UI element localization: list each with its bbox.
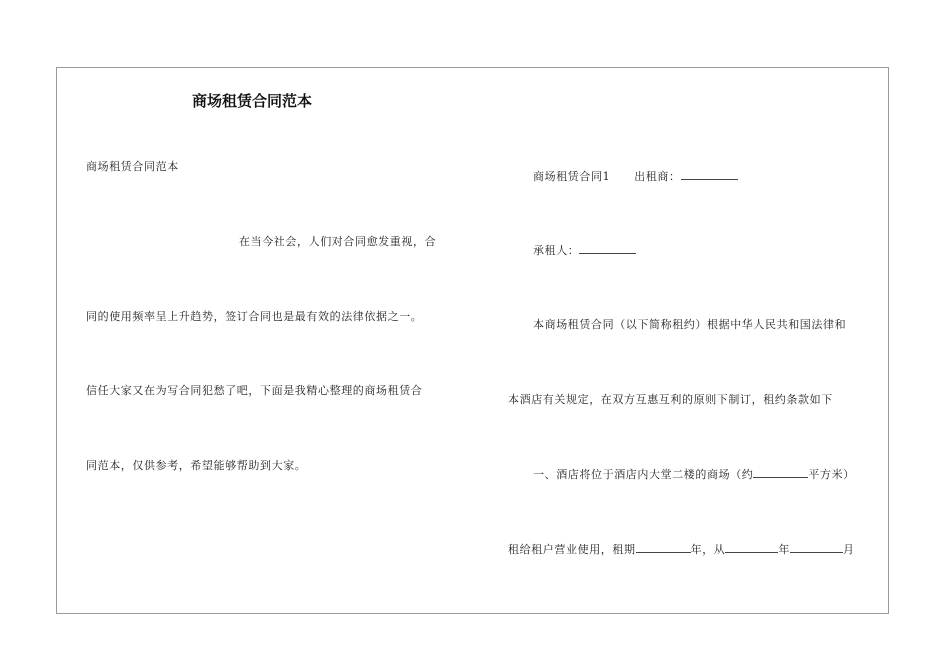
left-subtitle: 商场租赁合同范本 — [86, 160, 179, 173]
right-line-5: 一、酒店将位于酒店内大堂二楼的商场（约 平方米） — [533, 468, 855, 481]
page-frame — [56, 67, 889, 614]
right-line-1 — [533, 169, 738, 184]
area-blank — [753, 467, 808, 478]
left-paragraph-line-4: 同范本，仅供参考，希望能够帮助到大家。 — [86, 459, 307, 472]
left-paragraph-line-2: 同的使用频率呈上升趋势，签订合同也是最有效的法律依据之一。 — [86, 310, 423, 323]
right-line-6: 租给租户营业使用，租期 年，从 年 月 — [508, 543, 855, 556]
start-year-blank — [725, 542, 778, 553]
document-title: 商场租赁合同范本 — [192, 92, 313, 110]
contract-number-label: 商场租赁合同1 — [533, 170, 611, 183]
left-paragraph-line-1: 在当今社会，人们对合同愈发重视，合 — [239, 235, 437, 248]
right-line-2 — [533, 243, 636, 258]
start-month-blank — [790, 542, 843, 553]
lessee-blank — [579, 243, 636, 254]
term-blank — [636, 542, 691, 553]
lessor-blank — [681, 169, 738, 180]
lessor-label: 出租商： — [634, 170, 681, 183]
right-line-4: 本酒店有关规定，在双方互惠互利的原则下制订，租约条款如下 — [508, 393, 833, 406]
left-paragraph-line-3: 信任大家又在为写合同犯愁了吧，下面是我精心整理的商场租赁合 — [86, 384, 423, 397]
lessee-label: 承租人： — [533, 244, 580, 257]
right-line-3: 本商场租赁合同（以下简称租约）根据中华人民共和国法律和 — [533, 318, 847, 331]
